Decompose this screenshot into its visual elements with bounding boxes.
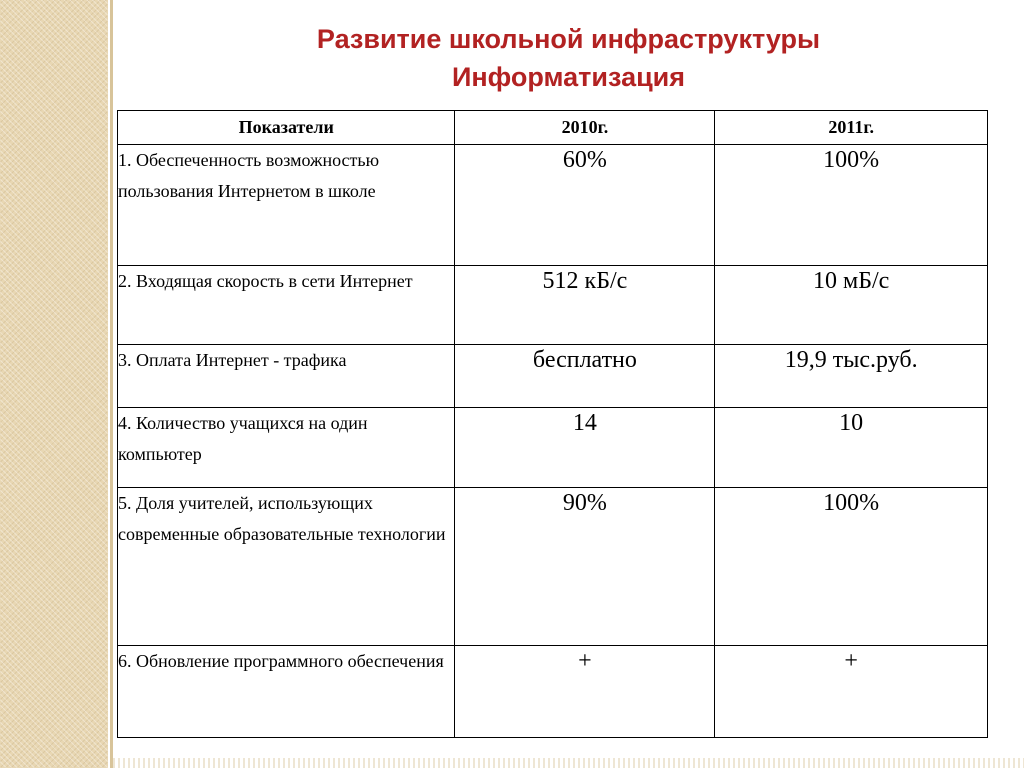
table-row <box>118 266 988 345</box>
table-row <box>118 345 988 408</box>
indicators-table <box>117 110 988 738</box>
value-2011: 100% <box>715 488 988 646</box>
header-2010: 2010г. <box>455 111 715 145</box>
value-2010: 512 кБ/с <box>455 266 715 345</box>
value-2010: 90% <box>455 488 715 646</box>
decorative-bottom-border <box>113 758 1024 768</box>
value-2010: 60% <box>455 145 715 266</box>
value-2011: 10 мБ/с <box>715 266 988 345</box>
table-row <box>118 646 988 738</box>
row-label: 6. Обновление программного обеспечения <box>118 646 455 738</box>
table-row <box>118 145 988 266</box>
decorative-side-strip <box>0 0 108 768</box>
row-label: 3. Оплата Интернет - трафика <box>118 345 455 408</box>
row-label: 4. Количество учащихся на один компьютер <box>118 408 455 488</box>
row-label: 1. Обеспеченность возможностью пользования Интернетом в школе <box>118 145 455 266</box>
table-row <box>118 488 988 646</box>
value-2011: 10 <box>715 408 988 488</box>
table-row <box>118 408 988 488</box>
value-2011: 19,9 тыс.руб. <box>715 345 988 408</box>
header-2011: 2011г. <box>715 111 988 145</box>
value-2011: 100% <box>715 145 988 266</box>
row-label: 5. Доля учителей, использующих современные образовательные технологии <box>118 488 455 646</box>
value-2010: 14 <box>455 408 715 488</box>
table-header-row <box>118 111 988 145</box>
title-line-1: Развитие школьной инфраструктуры <box>316 24 821 54</box>
value-2011: + <box>715 646 988 738</box>
value-2010: бесплатно <box>455 345 715 408</box>
page-title <box>113 20 1024 96</box>
value-2010: + <box>455 646 715 738</box>
header-indicators: Показатели <box>118 111 455 145</box>
side-divider <box>110 0 113 768</box>
row-label: 2. Входящая скорость в сети Интернет <box>118 266 455 345</box>
title-line-2: Информатизация <box>451 62 686 92</box>
